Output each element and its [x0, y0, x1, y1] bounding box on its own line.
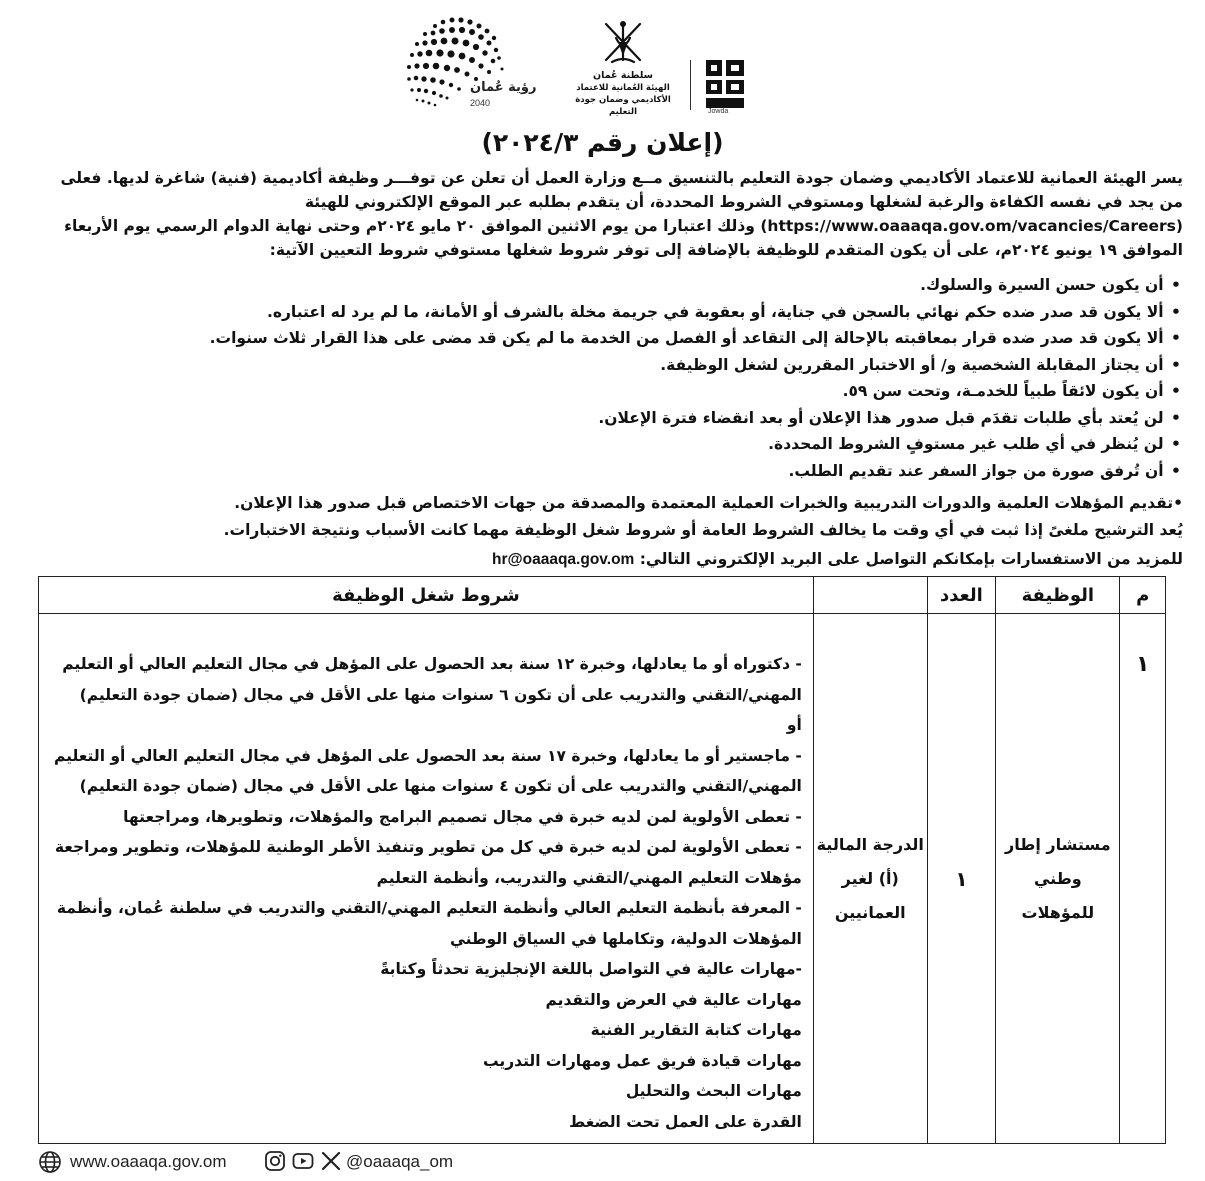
- appointment-conditions-list: [23, 272, 1183, 484]
- job-title-line: وطني: [1033, 868, 1082, 888]
- requirement-line: - المعرفة بأنظمة التعليم العالي وأنظمة التعليم المهني/التقني والتدريب في سلطنة عُمان، وأنظمة: [56, 899, 802, 917]
- bullet-icon: •: [1171, 355, 1181, 374]
- requirement-line: أو: [786, 716, 802, 734]
- condition-item: • أن يكون لائقاً طبياً للخدمـة، وتحت سن ٥٩.: [23, 378, 1183, 405]
- intro-line: الموافق ١٩ يونيو ٢٠٢٤م، على أن يكون المتقدم للوظيفة بالإضافة إلى توفر شروط شغلها مستوفي شروط التعيين الآتية:: [269, 241, 1183, 259]
- oman-vision-2040-logo: [395, 12, 545, 127]
- jowda-label: Jowda: [708, 108, 729, 115]
- requirements-list: [40, 615, 812, 1137]
- org-name-block: [560, 70, 686, 118]
- instagram-icon[interactable]: [264, 1150, 286, 1172]
- contact-text: للمزيد من الاستفسارات بإمكانكم التواصل على البريد الإلكتروني التالي:: [634, 550, 1183, 568]
- footer: [38, 1148, 638, 1178]
- youtube-icon[interactable]: [292, 1150, 314, 1172]
- requirement-line: المؤهلات الدولية، وتكاملها في السياق الوطني: [449, 929, 802, 948]
- requirement-line: مهارات البحث والتحليل: [625, 1082, 802, 1100]
- org-line: الهيئة العُمانية للاعتماد: [576, 83, 670, 93]
- bullet-icon: •: [1171, 329, 1181, 347]
- grade-line: (أ) لغير: [841, 868, 899, 888]
- requirement-line: - تعطى الأولوية لمن لديه خبرة في مجال تصميم البرامج والمؤهلات، وتطويرها، ومراجعتها: [123, 807, 802, 826]
- requirement-line: المهني/التقني والتدريب على أن تكون ٤ سنوات منها على الأقل في مجال (ضمان جودة التعليم): [79, 777, 802, 795]
- requirement-line: مهارات عالية في العرض والتقديم: [545, 990, 802, 1009]
- intro-line-url[interactable]: (https://www.oaaaqa.gov.om/vacancies/Careers) وذلك اعتبارا من يوم الاثنين الموافق ٢٠ مايو ٢٠٢٤م وحتى نهاية الدوام الرسمي يوم الأربعاء: [64, 217, 1183, 235]
- condition-item: • ألا يكون قد صدر ضده قرار بمعاقبته بالإحالة إلى التقاعد أو الفصل من الخدمة ما لم يكن قد مضى على هذا القرار ثلاث سنوات.: [23, 325, 1183, 352]
- note-line: يُعد الترشيح ملغىً إذا ثبت في أي وقت ما يخالف الشروط العامة أو شروط شغل الوظيفة مهما كانت الأسباب ونتيجة الاختبارات.: [223, 521, 1183, 539]
- org-line: سلطنة عُمان: [593, 70, 653, 81]
- bullet-icon: •: [1171, 382, 1181, 400]
- row-number: ١: [1120, 614, 1166, 1144]
- header-job: الوظيفة: [996, 577, 1120, 614]
- header-count: العدد: [927, 577, 996, 614]
- note-line: •تقديم المؤهلات العلمية والدورات التدريبية والخبرات العملية المعتمدة والمصدقة من جهات الاختصاص قبل صدور هذا الإعلان.: [234, 494, 1183, 512]
- job-title-line: للمؤهلات: [1021, 902, 1095, 922]
- requirement-line: مهارات قيادة فريق عمل ومهارات التدريب: [482, 1051, 802, 1070]
- condition-item: • أن يكون حسن السيرة والسلوك.: [23, 272, 1183, 299]
- grade-line: الدرجة المالية: [816, 834, 924, 854]
- bullet-icon: •: [1171, 408, 1181, 427]
- requirement-line: -مهارات عالية في التواصل باللغة الإنجليزية تحدثاً وكتابةً: [380, 960, 802, 978]
- grade-cell: [813, 614, 927, 1144]
- header-conditions: شروط شغل الوظيفة: [39, 577, 814, 614]
- x-icon[interactable]: [320, 1150, 342, 1172]
- intro-paragraph: [23, 166, 1183, 262]
- vision-text: رؤية عُمان: [470, 80, 537, 95]
- requirement-line: مؤهلات التعليم المهني/التقني والتدريب، وأنظمة التعليم: [376, 868, 802, 887]
- requirement-line: القدرة على العمل تحت الضغط: [569, 1112, 802, 1131]
- notes: [23, 490, 1183, 544]
- intro-line: يسر الهيئة العمانية للاعتماد الأكاديمي وضمان جودة التعليم بالتنسيق مــع وزارة العمل أن تعلن عن توفـــر وظيفة أكاديمية (فنية) شاغرة لديها. فعلى: [60, 169, 1183, 187]
- header-grade: [813, 577, 927, 614]
- bullet-icon: •: [1171, 302, 1181, 321]
- website-link[interactable]: www.oaaaqa.gov.om: [70, 1152, 227, 1171]
- condition-item: • أن تُرفق صورة من جواز السفر عند تقديم الطلب.: [23, 458, 1183, 485]
- condition-item: • أن يجتاز المقابلة الشخصية و/ أو الاختبار المقررين لشغل الوظيفة.: [23, 352, 1183, 379]
- job-table: [38, 576, 1166, 1144]
- count-cell: ١: [927, 614, 996, 1144]
- contact-line: [23, 546, 1183, 573]
- jowda-logo: [704, 58, 746, 110]
- condition-item: • ألا يكون قد صدر ضده حكم نهائي بالسجن في جناية، أو بعقوبة في جريمة مخلة بالشرف أو الأمانة، ما لم يرد له اعتباره.: [23, 299, 1183, 326]
- vision-year: 2040: [470, 98, 491, 108]
- social-handle[interactable]: @oaaaqa_om: [346, 1152, 454, 1171]
- requirements-cell: [39, 614, 814, 1144]
- table-header-row: [39, 577, 1166, 614]
- oman-emblem-icon: [598, 16, 648, 68]
- social-icons: [264, 1150, 348, 1172]
- requirement-line: - ماجستير أو ما يعادلها، وخبرة ١٧ سنة بعد الحصول على المؤهل في مجال التعليم العالي أو التعليم: [54, 746, 802, 765]
- requirement-line: المهني/التقني والتدريب على أن تكون ٦ سنوات منها على الأقل في مجال (ضمان جودة التعليم): [79, 685, 802, 704]
- bullet-icon: •: [1171, 435, 1181, 453]
- job-title-cell: [996, 614, 1120, 1144]
- requirement-line: - دكتوراه أو ما يعادلها، وخبرة ١٢ سنة بعد الحصول على المؤهل في مجال التعليم العالي أو التعليم: [62, 655, 802, 673]
- header-no: م: [1120, 577, 1166, 614]
- bullet-icon: •: [1171, 276, 1181, 294]
- header: [0, 0, 1205, 130]
- contact-email-link[interactable]: hr@oaaaqa.gov.om: [492, 551, 635, 568]
- grade-line: العمانيين: [834, 902, 906, 922]
- table-row: [39, 614, 1166, 1144]
- announcement-title: (إعلان رقم ٢٠٢٤/٣): [481, 128, 724, 157]
- globe-icon: [38, 1150, 62, 1174]
- condition-item: • لن يُعتد بأي طلبات تقدَم قبل صدور هذا الإعلان أو بعد انقضاء فترة الإعلان.: [23, 405, 1183, 432]
- header-divider: [690, 60, 691, 110]
- bullet-icon: •: [1171, 461, 1181, 480]
- condition-item: • لن يُنظر في أي طلب غير مستوفٍ الشروط المحددة.: [23, 431, 1183, 458]
- job-title-line: مستشار إطار: [1005, 834, 1111, 854]
- intro-line: من يجد في نفسه الكفاءة والرغبة لشغلها ومستوفي الشروط المحددة، أن يتقدم بطلبه عبر الموقع الإلكتروني للهيئة: [304, 193, 1183, 211]
- org-line: الأكاديمي وضمان جودة التعليم: [575, 95, 671, 117]
- requirement-line: - تعطى الأولوية لمن لديه خبرة في كل من تطوير وتنفيذ الأطر الوطنية للمؤهلات، وتطوير ومراجعة: [54, 838, 802, 856]
- requirement-line: مهارات كتابة التقارير الفنية: [590, 1021, 802, 1039]
